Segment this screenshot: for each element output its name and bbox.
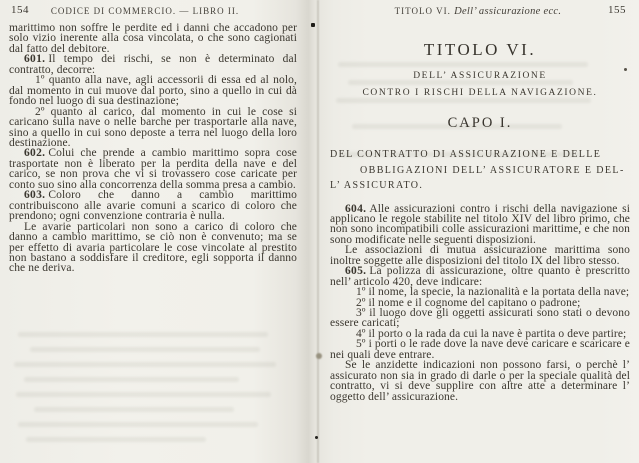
section-subtitle: CONTRO I RISCHI DELLA NAVIGAZIONE. <box>362 88 598 98</box>
paragraph-text: Il tempo dei rischi, se non è determinato dal contratto, decorre: <box>9 53 297 76</box>
show-through-smudge <box>30 347 260 352</box>
chapter-subtitle-line: OBBLIGAZIONI DELL’ ASSICURATORE E DEL- <box>360 164 625 176</box>
show-through-smudge <box>26 437 206 442</box>
paragraph-text: La polizza di assicurazione, oltre quanto è prescritto nell’ articolo 420, deve indicare: <box>330 265 630 288</box>
chapter-heading: CAPO I. <box>447 115 513 131</box>
paragraph <box>9 23 297 54</box>
show-through-smudge <box>24 377 239 382</box>
paragraph-text: 1º il nome, la specie, la nazionalità e la portata della nave; <box>356 286 630 299</box>
chapter-subtitle-line: L’ ASSICURATO. <box>330 180 424 191</box>
paragraph-text: 1º quanto alla nave, agli accessorii di essa ed al nolo, dal momento in cui muove dal porto, sino a quello in cui dà fondo nel luogo di sua destinazione; <box>9 74 297 108</box>
paragraph-text: 3º il luogo dove gli oggetti assicurati sono stati o devono essere caricati; <box>330 307 630 330</box>
chapter-subtitle <box>330 147 630 194</box>
paragraph <box>9 54 297 75</box>
paragraph <box>330 339 630 360</box>
paragraph-text: Le associazioni di mutua assicurazione marittima sono inoltre soggette alle disposizioni del titolo IX del libro stesso. <box>330 244 630 267</box>
paragraph <box>330 360 630 402</box>
article-number: 603. <box>24 189 46 202</box>
article-number: 604. <box>345 202 367 215</box>
paragraph-text: Alle assicurazioni contro i rischi della navigazione si applicano le regole stabilite nel titolo XIV del libro primo, che non sono incompatibili colle assicurazioni marittime, e che non sono modificate nelle seguenti disposizioni. <box>330 202 630 246</box>
paragraph <box>9 75 297 106</box>
left-page <box>0 0 308 463</box>
show-through-smudge <box>18 332 268 337</box>
article-number: 601. <box>24 53 46 66</box>
paragraph <box>9 190 297 221</box>
page-number: 155 <box>608 4 626 16</box>
paragraph <box>9 148 297 190</box>
ink-speck <box>624 68 627 71</box>
running-header <box>0 4 308 18</box>
ink-speck <box>311 23 315 27</box>
ink-speck <box>315 436 318 439</box>
ink-speck <box>316 353 322 359</box>
paragraph <box>9 222 297 274</box>
chapter-subtitle-line: DEL CONTRATTO DI ASSICURAZIONE E DELLE <box>330 149 602 160</box>
show-through-smudge <box>14 362 276 367</box>
page-title: TITOLO VI. <box>423 40 537 59</box>
gutter-crease <box>317 0 319 463</box>
show-through-smudge <box>34 407 234 412</box>
paragraph-text: marittimo non soffre le perdite ed i danni che accadono per solo vizio inerente alla cosa vincolata, o che sono cagionati dal fatto del debitore. <box>9 22 297 55</box>
paragraph-text: 5º i porti o le rade dove la nave deve caricare e scaricare e nei quali deve entrare. <box>330 338 630 361</box>
running-header-titolo: TITOLO VI. <box>394 5 451 16</box>
paragraph-text: Coloro che danno a cambio marittimo contribuiscono alle avarie comuni a scarico di coloro che prendono; ogni convenzione contraria è nulla. <box>9 189 297 223</box>
paragraph-text: Le avarie particolari non sono a carico di coloro che danno a cambio marittimo, se ciò non è convenuto; ma se per effetto di avaria particolare le cose vincolate al prestito non bastano a soddisfare il creditore, egli sopporta il danno che ne deriva. <box>9 220 297 275</box>
paragraph-text: Colui che prende a cambio marittimo sopra cose trasportate non è liberato per la perdita della nave e del carico, se non prova che vi si trovassero cose caricate per conto suo sino alla concorrenza della somma presa a cambio. <box>9 147 297 191</box>
paragraph-text: 2º quanto al carico, dal momento in cui le cose si caricano sulla nave o nelle barche per trasportarle alla nave, sino a quello in cui sono deposte a terra nel luogo della loro destinazione. <box>9 105 297 149</box>
paragraph-text: 2º il nome e il cognome del capitano o padrone; <box>356 296 581 309</box>
right-page-text <box>330 14 630 402</box>
right-page <box>308 0 639 463</box>
paragraph-text: 4º il porto o la rada da cui la nave è partita o deve partire; <box>356 327 627 340</box>
running-header-subject: Dell’ assicurazione ecc. <box>454 5 562 17</box>
left-page-text <box>9 23 297 274</box>
paragraph <box>9 107 297 149</box>
article-number: 602. <box>24 147 46 160</box>
paragraph <box>330 204 630 246</box>
paragraph-text: Se le anzidette indicazioni non possono farsi, o perchè l’ assicurato non sia in grado di darle o per la speciale qualità del contratto, vi si deve supplire con altre atte a determinare l’ oggetto dell’ assicurazione. <box>330 359 630 403</box>
section-subtitle: DELL’ ASSICURAZIONE <box>413 71 547 81</box>
show-through-smudge <box>16 392 271 397</box>
show-through-smudge <box>18 422 258 427</box>
paragraph <box>330 245 630 266</box>
page-number: 154 <box>11 4 29 16</box>
paragraph <box>330 308 630 329</box>
right-page-body <box>330 204 630 403</box>
running-header-text: CODICE DI COMMERCIO. — LIBRO II. <box>50 5 240 16</box>
paragraph <box>330 266 630 287</box>
article-number: 605. <box>345 265 367 278</box>
